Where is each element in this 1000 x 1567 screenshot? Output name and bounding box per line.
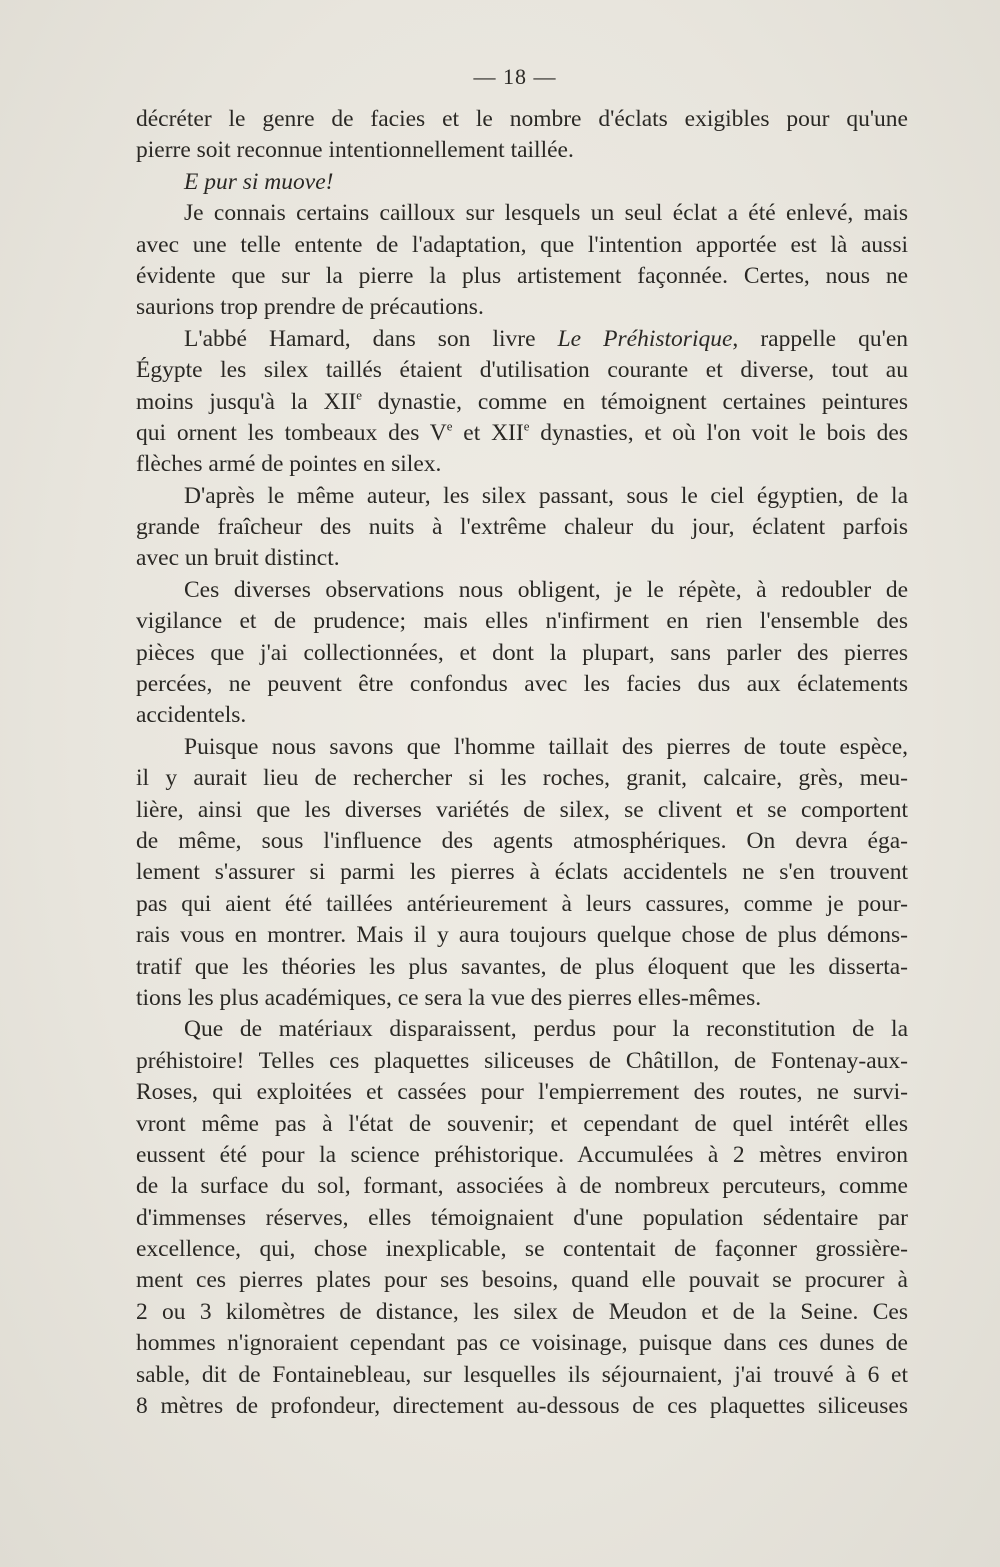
text-line: Roses, qui exploitées et cassées pour l'empierrement des routes, ne survi-	[136, 1079, 908, 1106]
text-line: flèches armé de pointes en silex.	[136, 451, 442, 478]
text-line: préhistoire! Telles ces plaquettes siliceuses de Châtillon, de Fontenay-aux-	[136, 1047, 908, 1074]
text-line: excellence, qui, chose inexplicable, se contentait de façonner grossière-	[136, 1236, 908, 1263]
text-line: tratif que les théories les plus savantes, de plus éloquent que les disserta-	[136, 953, 908, 980]
text-line: moins jusqu'à la XIIe dynastie, comme en témoignent certaines peintures	[136, 386, 908, 415]
text-line: pièces que j'ai collectionnées, et dont la plupart, sans parler des pierres	[136, 639, 908, 666]
text-line: avec une telle entente de l'adaptation, que l'intention apportée est là aussi	[136, 231, 908, 258]
text-line: de la surface du sol, formant, associées à de nombreux percuteurs, comme	[136, 1173, 908, 1200]
text-line: 8 mètres de profondeur, directement au-dessous de ces plaquettes siliceuses	[136, 1393, 908, 1420]
text-line: L'abbé Hamard, dans son livre Le Préhistorique, rappelle qu'en	[184, 325, 908, 352]
text-line: pierre soit reconnue intentionnellement taillée.	[136, 137, 574, 164]
text-line: vigilance et de prudence; mais elles n'infirment en rien l'ensemble des	[136, 608, 908, 635]
text-line: sable, dit de Fontainebleau, sur lesquelles ils séjournaient, j'ai trouvé à 6 et	[136, 1361, 908, 1388]
text-line: d'immenses réserves, elles témoignaient d'une population sédentaire par	[136, 1204, 908, 1231]
text-line: Je connais certains cailloux sur lesquels un seul éclat a été enlevé, mais	[184, 200, 908, 227]
text-line: D'après le même auteur, les silex passant, sous le ciel égyptien, de la	[184, 482, 908, 509]
text-line: Puisque nous savons que l'homme taillait des pierres de toute espèce,	[184, 733, 908, 760]
text-line: Ces diverses observations nous obligent, je le répète, à redoubler de	[184, 576, 908, 603]
text-line: pas qui aient été taillées antérieurement à leurs cassures, comme je pour-	[136, 890, 908, 917]
text-line: lement s'assurer si parmi les pierres à éclats accidentels ne s'en trouvent	[136, 859, 908, 886]
text-line: lière, ainsi que les diverses variétés de silex, se clivent et se comportent	[136, 796, 908, 823]
text-line: eussent été pour la science préhistorique. Accumulées à 2 mètres environ	[136, 1141, 908, 1168]
body-text	[136, 104, 908, 1422]
text-line: grande fraîcheur des nuits à l'extrême chaleur du jour, éclatent parfois	[136, 514, 908, 541]
text-line: qui ornent les tombeaux des Ve et XIIe dynasties, et où l'on voit le bois des	[136, 418, 908, 446]
text-line: hommes n'ignoraient cependant pas ce voisinage, puisque dans ces dunes de	[136, 1330, 908, 1357]
text-line: avec un bruit distinct.	[136, 545, 340, 572]
text-line: évidente que sur la pierre la plus artistement façonnée. Certes, nous ne	[136, 262, 908, 289]
text-line: Que de matériaux disparaissent, perdus pour la reconstitution de la	[184, 1016, 908, 1043]
text-line: percées, ne peuvent être confondus avec les facies dus aux éclatements	[136, 671, 908, 698]
text-line: 2 ou 3 kilomètres de distance, les silex de Meudon et de la Seine. Ces	[136, 1298, 908, 1325]
text-line: saurions trop prendre de précautions.	[136, 294, 484, 321]
text-line: il y aurait lieu de rechercher si les roches, granit, calcaire, grès, meu-	[136, 765, 908, 792]
text-line: décréter le genre de facies et le nombre d'éclats exigibles pour qu'une	[136, 106, 908, 132]
text-line: Égypte les silex taillés étaient d'utilisation courante et diverse, tout au	[136, 357, 908, 384]
text-line: de même, sous l'influence des agents atmosphériques. On devra éga-	[136, 827, 908, 854]
text-line: vront même pas à l'état de souvenir; et cependant de quel intérêt elles	[136, 1110, 908, 1137]
text-line: E pur si muove!	[184, 168, 334, 195]
text-line: rais vous en montrer. Mais il y aura toujours quelque chose de plus démons-	[136, 922, 908, 949]
text-line: accidentels.	[136, 702, 247, 729]
text-line: ment ces pierres plates pour ses besoins, quand elle pouvait se procurer à	[136, 1267, 908, 1294]
page-number: — 18 —	[473, 64, 557, 89]
text-line: tions les plus académiques, ce sera la vue des pierres elles-mêmes.	[136, 984, 762, 1011]
